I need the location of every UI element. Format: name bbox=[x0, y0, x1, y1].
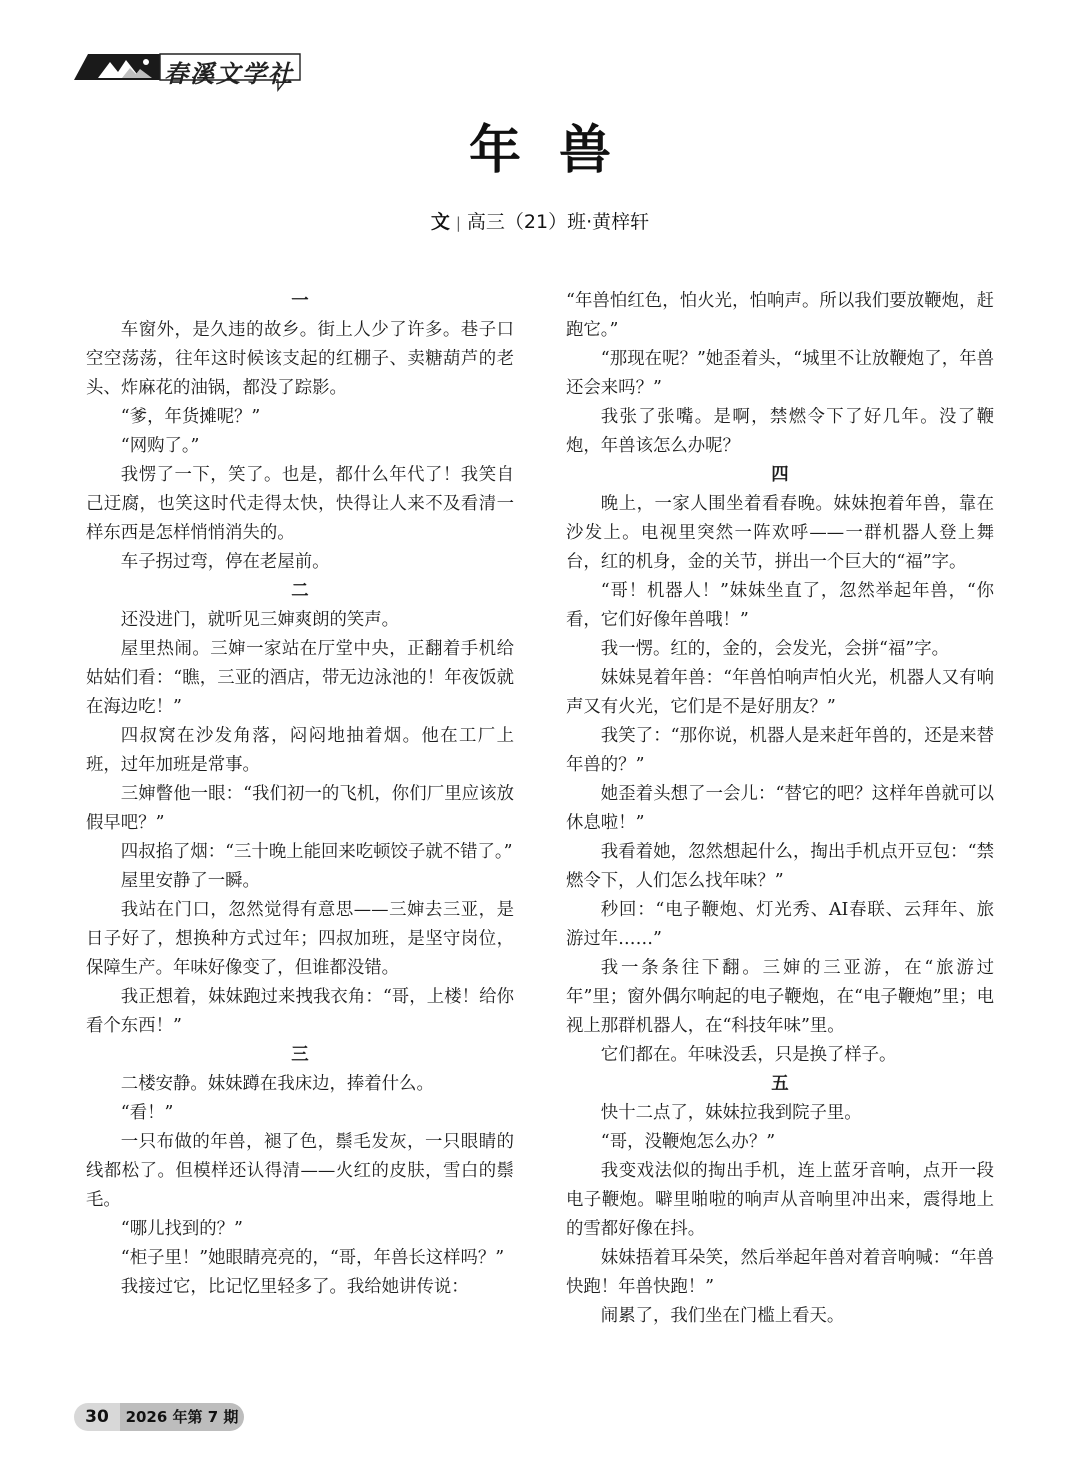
paragraph: 妹妹晃着年兽：“年兽怕响声怕火光，机器人又有响声又有火光，它们是不是好朋友？” bbox=[566, 668, 994, 717]
paragraph: 四叔窝在沙发角落，闷闷地抽着烟。他在工厂上班，过年加班是常事。 bbox=[86, 726, 514, 775]
paragraph: 一只布做的年兽，褪了色，鬃毛发灰，一只眼睛的线都松了。但模样还认得清——火红的皮肤，雪白的鬃毛。 bbox=[86, 1132, 514, 1210]
paragraph: 我一条条往下翻。三婶的三亚游，在“旅游过年”里；窗外偶尔响起的电子鞭炮，在“电子鞭炮”里；电视上那群机器人，在“科技年味”里。 bbox=[566, 958, 994, 1036]
paragraph: 我张了张嘴。是啊，禁燃令下了好几年。没了鞭炮，年兽该怎么办呢？ bbox=[566, 407, 994, 456]
paragraph: “看！” bbox=[120, 1103, 174, 1123]
paragraph: “爹，年货摊呢？” bbox=[120, 407, 261, 427]
paragraph: 我笑了：“那你说，机器人是来赶年兽的，还是来替年兽的？” bbox=[566, 726, 994, 775]
page-number: 30 bbox=[74, 1403, 120, 1431]
column-name: 春溪文学社 bbox=[164, 59, 294, 88]
paragraph: 我一愣。红的，金的，会发光，会拼“福”字。 bbox=[600, 639, 950, 659]
paragraph: 还没进门，就听见三婶爽朗的笑声。 bbox=[120, 610, 400, 630]
paragraph: 我站在门口，忽然觉得有意思——三婶去三亚，是日子好了，想换种方式过年；四叔加班，是坚守岗位，保障生产。年味好像变了，但谁都没错。 bbox=[86, 900, 514, 978]
paragraph: 妹妹捂着耳朵笑，然后举起年兽对着音响喊：“年兽快跑！年兽快跑！” bbox=[566, 1248, 994, 1297]
paragraph: 我看着她，忽然想起什么，掏出手机点开豆包：“禁燃令下，人们怎么找年味？” bbox=[566, 842, 994, 891]
paragraph: 我正想着，妹妹跑过来拽我衣角：“哥，上楼！给你看个东西！” bbox=[86, 987, 514, 1036]
paragraph: “哥！机器人！”妹妹坐直了，忽然举起年兽，“你看，它们好像年兽哦！” bbox=[566, 581, 994, 630]
paragraph: 车子拐过弯，停在老屋前。 bbox=[120, 552, 330, 572]
paragraph: “哥，没鞭炮怎么办？” bbox=[600, 1132, 776, 1152]
paragraph: 它们都在。年味没丢，只是换了样子。 bbox=[600, 1045, 897, 1065]
byline bbox=[0, 207, 1080, 234]
section-heading: 一 bbox=[291, 291, 309, 311]
paragraph: 车窗外，是久违的故乡。街上人少了许多。巷子口空空荡荡，往年这时候该支起的红棚子、卖糖葫芦的老头、炸麻花的油锅，都没了踪影。 bbox=[86, 320, 514, 398]
paragraph: 我接过它，比记忆里轻多了。我给她讲传说： bbox=[120, 1277, 469, 1297]
paragraph: “哪儿找到的？” bbox=[120, 1219, 243, 1239]
section-heading: 三 bbox=[291, 1045, 309, 1065]
paragraph: “那现在呢？”她歪着头，“城里不让放鞭炮了，年兽还会来吗？” bbox=[566, 349, 994, 398]
paragraph: 晚上，一家人围坐着看春晚。妹妹抱着年兽，靠在沙发上。电视里突然一阵欢呼——一群机器人登上舞台，红的机身，金的关节，拼出一个巨大的“福”字。 bbox=[566, 494, 994, 572]
paragraph: 二楼安静。妹妹蹲在我床边，捧着什么。 bbox=[120, 1074, 434, 1094]
paragraph: 屋里安静了一瞬。 bbox=[120, 871, 260, 891]
paragraph: 我愣了一下，笑了。也是，都什么年代了！我笑自己迂腐，也笑这时代走得太快，快得让人来不及看清一样东西是怎样悄悄消失的。 bbox=[86, 465, 514, 543]
issue-label: 2026 年第 7 期 bbox=[120, 1403, 244, 1431]
right-column bbox=[566, 287, 994, 1397]
paragraph: 闹累了，我们坐在门槛上看天。 bbox=[600, 1306, 845, 1326]
section-heading: 四 bbox=[771, 465, 789, 485]
section-heading: 二 bbox=[291, 581, 309, 601]
byline-lead: 文 bbox=[430, 211, 450, 233]
paragraph: 我变戏法似的掏出手机，连上蓝牙音响，点开一段电子鞭炮。噼里啪啦的响声从音响里冲出来，震得地上的雪都好像在抖。 bbox=[566, 1161, 994, 1239]
paragraph: “柜子里！”她眼睛亮亮的，“哥，年兽长这样吗？” bbox=[120, 1248, 505, 1268]
byline-author: 高三（21）班·黄梓轩 bbox=[466, 211, 650, 233]
paragraph: “年兽怕红色，怕火光，怕响声。所以我们要放鞭炮，赶跑它。” bbox=[566, 291, 994, 340]
paragraph: 三婶瞥他一眼：“我们初一的飞机，你们厂里应该放假早吧？” bbox=[86, 784, 514, 833]
paragraph: 她歪着头想了一会儿：“替它的吧？这样年兽就可以休息啦！” bbox=[566, 784, 994, 833]
left-column bbox=[86, 287, 514, 1397]
column-header bbox=[74, 50, 302, 94]
paragraph: 四叔掐了烟：“三十晚上能回来吃顿饺子就不错了。” bbox=[120, 842, 513, 862]
paragraph: 秒回：“电子鞭炮、灯光秀、AI春联、云拜年、旅游过年……” bbox=[566, 900, 994, 949]
paragraph: “网购了。” bbox=[120, 436, 200, 456]
section-heading: 五 bbox=[771, 1074, 789, 1094]
paragraph: 屋里热闹。三婶一家站在厅堂中央，正翻着手机给姑姑们看：“瞧，三亚的酒店，带无边泳池的！年夜饭就在海边吃！” bbox=[86, 639, 514, 717]
article-title: 年兽 bbox=[468, 121, 649, 181]
paragraph: 快十二点了，妹妹拉我到院子里。 bbox=[600, 1103, 862, 1123]
byline-separator: | bbox=[455, 214, 461, 232]
